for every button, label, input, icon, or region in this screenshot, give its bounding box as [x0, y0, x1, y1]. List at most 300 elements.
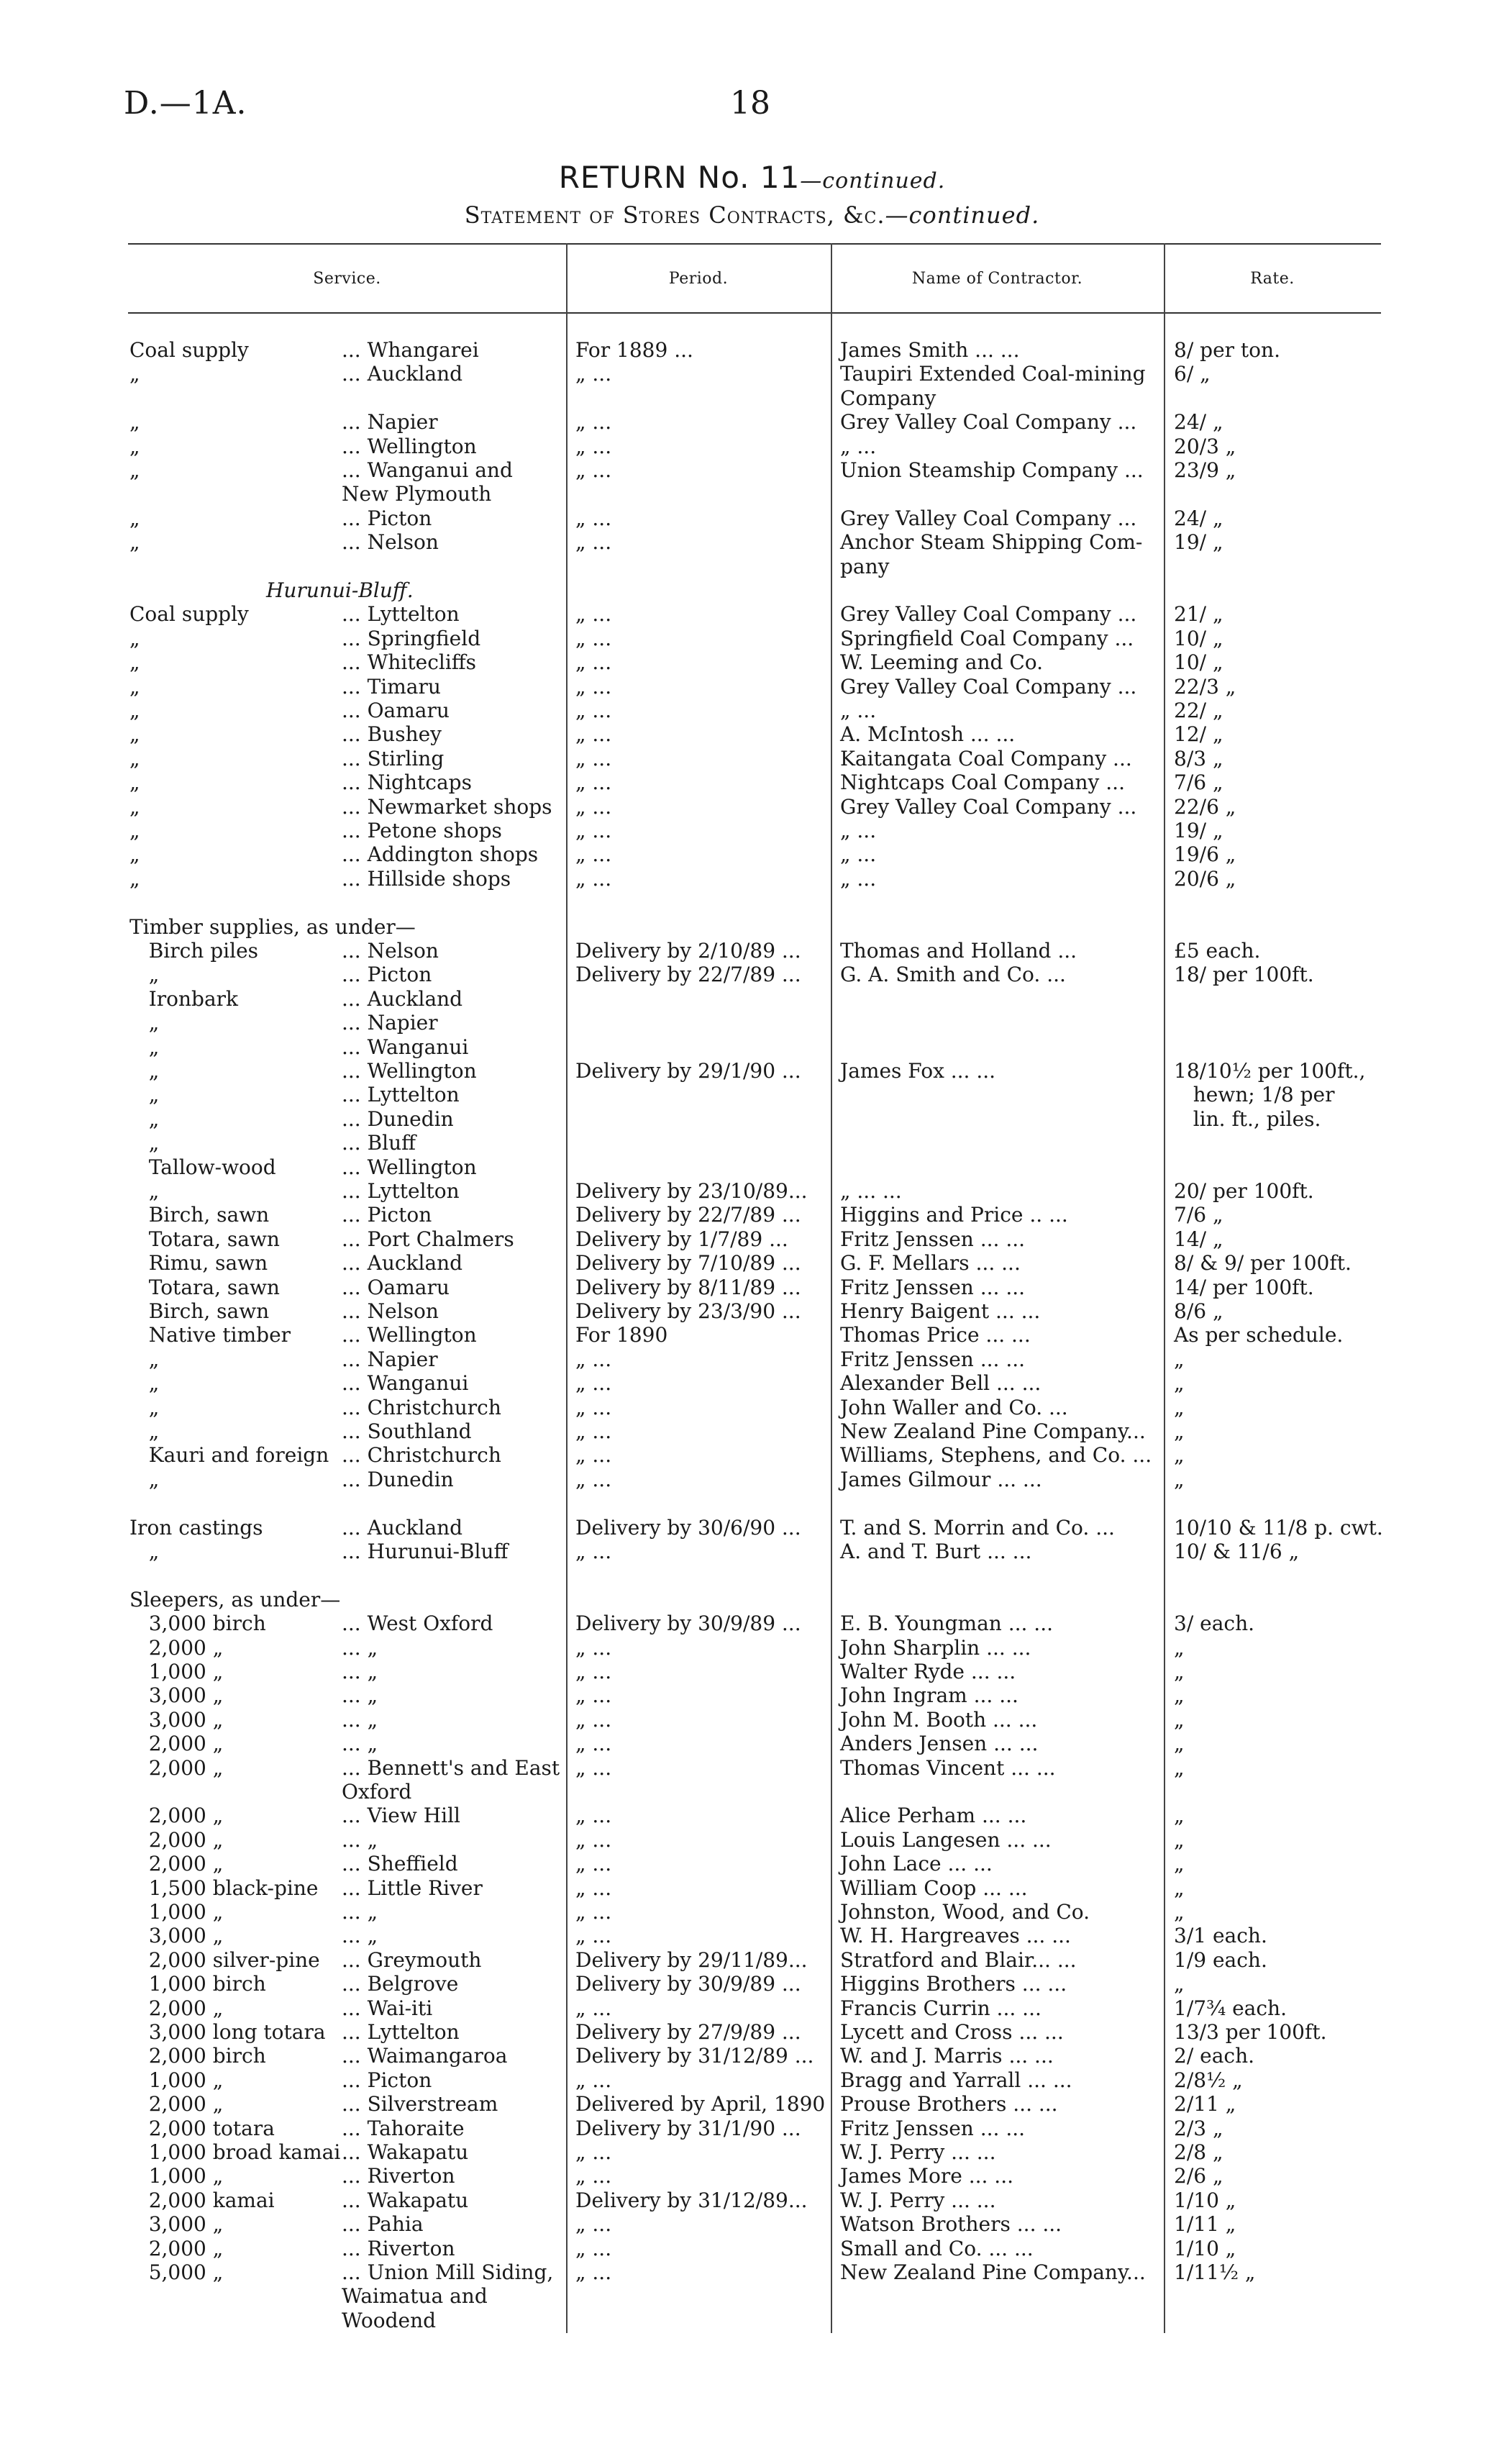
rate-cell: „: [1174, 1804, 1185, 1828]
location-cell: ... Petone shops: [342, 819, 502, 842]
rate-cell: 10/ „: [1174, 650, 1223, 675]
rate-cell: 14/ per 100ft.: [1174, 1275, 1314, 1299]
period-cell: Delivery by 31/12/89...: [575, 2188, 808, 2212]
location-cell: ... Sheffield: [342, 1852, 458, 1876]
service-cell: „: [129, 1106, 160, 1131]
location-cell: ... Napier: [342, 410, 438, 435]
rate-cell: „: [1174, 1707, 1185, 1732]
period-cell: „ ...: [575, 1395, 612, 1419]
rate-cell: 24/ „: [1174, 506, 1223, 530]
service-cell: 2,000 „: [129, 2092, 224, 2117]
rate-cell: hewn; 1/8 per: [1174, 1083, 1335, 1107]
service-cell: „: [129, 674, 140, 699]
period-cell: „ ...: [575, 2260, 612, 2284]
rate-cell: „: [1174, 1755, 1185, 1780]
location-cell: ... Wellington: [342, 1323, 477, 1347]
column-header-rate: Rate.: [1250, 270, 1295, 288]
location-cell: ... Southland: [342, 1419, 472, 1443]
period-cell: „ ...: [575, 819, 612, 842]
service-cell: 1,000 „: [129, 2068, 224, 2092]
rate-cell: 18/ per 100ft.: [1174, 963, 1314, 987]
period-cell: „ ...: [575, 866, 612, 891]
service-cell: 2,000 „: [129, 1852, 224, 1876]
location-cell: ... Pahia: [342, 2212, 424, 2237]
location-cell: ... Wanganui: [342, 1371, 469, 1396]
service-cell: 2,000 birch: [129, 2044, 266, 2068]
contractor-cell: Springfield Coal Company ...: [840, 626, 1134, 650]
contractor-cell: James More ... ...: [840, 2164, 1013, 2188]
location-cell: ... Wellington: [342, 434, 477, 458]
period-cell: „ ...: [575, 1876, 612, 1900]
period-cell: „ ...: [575, 1347, 612, 1371]
location-cell: ... „: [342, 1683, 378, 1708]
service-cell: „: [129, 362, 140, 386]
rate-cell: 22/3 „: [1174, 674, 1236, 699]
location-cell: ... Stirling: [342, 746, 445, 770]
period-cell: Delivered by April, 1890: [575, 2092, 826, 2117]
period-cell: „ ...: [575, 2236, 612, 2260]
period-cell: „ ...: [575, 1996, 612, 2020]
service-cell: „: [129, 650, 140, 675]
period-cell: „ ...: [575, 746, 612, 770]
service-cell: 2,000 „: [129, 1804, 224, 1828]
location-cell: ... Auckland: [342, 986, 463, 1011]
contractor-cell: A. and T. Burt ... ...: [840, 1540, 1032, 1563]
period-cell: „ ...: [575, 506, 612, 530]
rate-cell: „: [1174, 1827, 1185, 1852]
rate-cell: 8/6 „: [1174, 1299, 1223, 1323]
location-cell: ... West Oxford: [342, 1611, 493, 1636]
location-cell: ... Napier: [342, 1011, 438, 1035]
period-cell: „ ...: [575, 1804, 612, 1828]
column-header-service: Service.: [313, 270, 381, 288]
location-cell: ... Hurunui-Bluff: [342, 1540, 509, 1563]
period-cell: „ ...: [575, 1635, 612, 1660]
contractor-cell: Anders Jensen ... ...: [840, 1732, 1039, 1756]
rate-cell: „: [1174, 1371, 1185, 1396]
period-cell: Delivery by 29/1/90 ...: [575, 1059, 801, 1083]
service-cell: „: [129, 842, 140, 867]
period-cell: „ ...: [575, 458, 612, 482]
period-cell: „ ...: [575, 626, 612, 650]
service-cell: Iron castings: [129, 1515, 263, 1540]
service-cell: „: [129, 699, 140, 722]
rate-cell: 2/8½ „: [1174, 2068, 1243, 2092]
rate-cell: 2/6 „: [1174, 2164, 1223, 2188]
period-cell: „ ...: [575, 2068, 612, 2092]
location-cell: ... Nelson: [342, 1299, 439, 1323]
location-cell: ... Wellington: [342, 1059, 477, 1083]
service-cell: „: [129, 1179, 160, 1203]
rate-cell: „: [1174, 1852, 1185, 1876]
rate-cell: 18/10½ per 100ft.,: [1174, 1059, 1366, 1083]
service-cell: „: [129, 1347, 160, 1371]
rate-cell: 6/ „: [1174, 362, 1211, 386]
location-cell: ... Wellington: [342, 1155, 477, 1179]
contractor-cell: W. and J. Marris ... ...: [840, 2044, 1054, 2068]
period-cell: „ ...: [575, 1660, 612, 1683]
rate-cell: lin. ft., piles.: [1174, 1106, 1321, 1131]
service-cell: „: [129, 434, 140, 458]
column-header-contractor: Name of Contractor.: [911, 270, 1083, 288]
location-cell: New Plymouth: [342, 482, 492, 506]
contractor-cell: John M. Booth ... ...: [840, 1707, 1038, 1732]
period-cell: For 1890: [575, 1323, 668, 1347]
rate-cell: „: [1174, 1467, 1185, 1491]
contractor-cell: „ ...: [840, 842, 877, 867]
period-cell: „ ...: [575, 362, 612, 386]
location-cell: ... „: [342, 1732, 378, 1756]
location-cell: ... Dunedin: [342, 1467, 454, 1491]
period-cell: „ ...: [575, 1540, 612, 1563]
rate-cell: 1/11 „: [1174, 2212, 1236, 2237]
location-cell: Waimatua and: [342, 2284, 488, 2309]
location-cell: ... Greymouth: [342, 1947, 482, 1972]
location-cell: ... „: [342, 1707, 378, 1732]
location-cell: ... Bennett's and East: [342, 1755, 560, 1780]
location-cell: ... Lyttelton: [342, 602, 460, 627]
location-cell: ... Whangarei: [342, 338, 479, 362]
contractor-cell: Johnston, Wood, and Co.: [840, 1900, 1090, 1924]
service-cell: „: [129, 1035, 160, 1059]
contractor-cell: Grey Valley Coal Company ...: [840, 602, 1137, 627]
period-cell: Delivery by 31/1/90 ...: [575, 2116, 801, 2140]
service-cell: „: [129, 1395, 160, 1419]
period-cell: „ ...: [575, 2140, 612, 2164]
period-cell: Delivery by 30/6/90 ...: [575, 1515, 801, 1540]
location-cell: ... Napier: [342, 1347, 438, 1371]
contractor-cell: G. A. Smith and Co. ...: [840, 963, 1066, 987]
rate-cell: „: [1174, 1635, 1185, 1660]
service-cell: 2,000 „: [129, 2236, 224, 2260]
rate-cell: 1/9 each.: [1174, 1947, 1267, 1972]
contractor-cell: Small and Co. ... ...: [840, 2236, 1034, 2260]
contractor-cell: Grey Valley Coal Company ...: [840, 794, 1137, 819]
contractor-cell: W. J. Perry ... ...: [840, 2140, 996, 2164]
rate-cell: As per schedule.: [1174, 1323, 1344, 1347]
service-cell: 2,000 totara: [129, 2116, 275, 2140]
location-cell: ... Dunedin: [342, 1106, 454, 1131]
contractor-cell: „ ... ...: [840, 1179, 902, 1203]
rate-cell: 10/ „: [1174, 626, 1223, 650]
location-cell: ... Wakapatu: [342, 2140, 469, 2164]
service-cell: Birch, sawn: [129, 1299, 270, 1323]
contractor-cell: Alexander Bell ... ...: [840, 1371, 1042, 1396]
period-cell: Delivery by 22/7/89 ...: [575, 1203, 801, 1227]
location-cell: ... Waimangaroa: [342, 2044, 508, 2068]
period-cell: „ ...: [575, 794, 612, 819]
period-cell: „ ...: [575, 650, 612, 675]
contractor-cell: W. H. Hargreaves ... ...: [840, 1924, 1071, 1948]
contractor-cell: Higgins and Price .. ...: [840, 1203, 1068, 1227]
contractor-cell: Higgins Brothers ... ...: [840, 1972, 1067, 1996]
location-cell: ... Tahoraite: [342, 2116, 465, 2140]
service-cell: „: [129, 1540, 160, 1563]
location-cell: ... „: [342, 1900, 378, 1924]
contractor-cell: pany: [840, 554, 890, 578]
contractor-cell: John Ingram ... ...: [840, 1683, 1018, 1708]
period-cell: Delivery by 27/9/89 ...: [575, 2020, 801, 2044]
contractor-cell: „ ...: [840, 434, 877, 458]
rate-cell: „: [1174, 1972, 1185, 1996]
location-cell: ... Timaru: [342, 674, 441, 699]
location-cell: ... „: [342, 1660, 378, 1683]
contractor-cell: Lycett and Cross ... ...: [840, 2020, 1064, 2044]
rate-cell: 24/ „: [1174, 410, 1223, 435]
column-header-period: Period.: [668, 270, 729, 288]
contractor-cell: Taupiri Extended Coal-mining: [840, 362, 1146, 386]
period-cell: „ ...: [575, 2164, 612, 2188]
rate-cell: „: [1174, 1419, 1185, 1443]
service-cell: 2,000 „: [129, 1732, 224, 1756]
location-cell: ... „: [342, 1635, 378, 1660]
contractor-cell: Thomas Price ... ...: [840, 1323, 1031, 1347]
rate-cell: 10/10 & 11/8 p. cwt.: [1174, 1515, 1383, 1540]
rate-cell: 12/ „: [1174, 722, 1223, 747]
location-cell: ... Christchurch: [342, 1395, 501, 1419]
period-cell: „ ...: [575, 770, 612, 795]
rate-cell: 1/10 „: [1174, 2188, 1236, 2212]
service-cell: 3,000 „: [129, 1683, 224, 1708]
service-cell: Tallow-wood: [129, 1155, 276, 1179]
rate-cell: 8/ per ton.: [1174, 338, 1280, 362]
service-cell: „: [129, 794, 140, 819]
contractor-cell: Company: [840, 386, 936, 410]
service-cell: „: [129, 626, 140, 650]
location-cell: ... Little River: [342, 1876, 483, 1900]
service-cell: Sleepers, as under—: [129, 1587, 341, 1611]
rate-cell: „: [1174, 1395, 1185, 1419]
location-cell: ... Lyttelton: [342, 2020, 460, 2044]
service-cell: „: [129, 770, 140, 795]
service-cell: Totara, sawn: [129, 1227, 280, 1251]
service-cell: 2,000 „: [129, 1996, 224, 2020]
contractor-cell: Fritz Jenssen ... ...: [840, 2116, 1026, 2140]
rate-cell: „: [1174, 1876, 1185, 1900]
period-cell: „ ...: [575, 2212, 612, 2237]
period-cell: For 1889 ...: [575, 338, 693, 362]
location-cell: ... Wanganui: [342, 1035, 469, 1059]
service-cell: Timber supplies, as under—: [129, 914, 416, 939]
contractor-cell: John Lace ... ...: [840, 1852, 993, 1876]
location-cell: ... Oamaru: [342, 699, 450, 722]
location-cell: ... „: [342, 1827, 378, 1852]
service-cell: 2,000 „: [129, 1635, 224, 1660]
rate-cell: 1/10 „: [1174, 2236, 1236, 2260]
service-cell: Coal supply: [129, 338, 249, 362]
contractor-cell: Kaitangata Coal Company ...: [840, 746, 1132, 770]
period-cell: „ ...: [575, 1707, 612, 1732]
location-cell: ... Nelson: [342, 530, 439, 555]
location-cell: ... Hillside shops: [342, 866, 511, 891]
rate-cell: 22/ „: [1174, 699, 1223, 722]
rate-cell: 13/3 per 100ft.: [1174, 2020, 1327, 2044]
period-cell: „ ...: [575, 1683, 612, 1708]
location-cell: ... Bushey: [342, 722, 442, 747]
contractor-cell: T. and S. Morrin and Co. ...: [840, 1515, 1115, 1540]
location-cell: ... Auckland: [342, 1515, 463, 1540]
period-cell: „ ...: [575, 530, 612, 555]
location-cell: ... Oamaru: [342, 1275, 450, 1299]
rate-cell: 20/3 „: [1174, 434, 1236, 458]
return-title-continued: —continued.: [800, 168, 946, 194]
rate-cell: 2/3 „: [1174, 2116, 1223, 2140]
period-cell: Delivery by 23/3/90 ...: [575, 1299, 801, 1323]
location-cell: ... Riverton: [342, 2236, 455, 2260]
contractor-cell: Thomas and Holland ...: [840, 939, 1077, 963]
period-cell: „ ...: [575, 1467, 612, 1491]
service-cell: Birch, sawn: [129, 1203, 270, 1227]
service-cell: 2,000 silver-pine: [129, 1947, 320, 1972]
service-cell: 2,000 „: [129, 1755, 224, 1780]
contractor-cell: John Sharplin ... ...: [840, 1635, 1031, 1660]
document-reference: D.—1A.: [124, 85, 247, 122]
period-cell: Delivery by 22/7/89 ...: [575, 963, 801, 987]
location-cell: ... Riverton: [342, 2164, 455, 2188]
service-cell: „: [129, 1083, 160, 1107]
rate-cell: £5 each.: [1174, 939, 1261, 963]
rate-cell: 23/9 „: [1174, 458, 1236, 482]
rate-cell: 10/ & 11/6 „: [1174, 1540, 1300, 1563]
rate-cell: 3/1 each.: [1174, 1924, 1267, 1948]
location-cell: ... Silverstream: [342, 2092, 498, 2117]
service-cell: Rimu, sawn: [129, 1251, 268, 1276]
contractor-cell: Grey Valley Coal Company ...: [840, 506, 1137, 530]
rate-cell: 2/8 „: [1174, 2140, 1223, 2164]
service-cell: Ironbark: [129, 986, 239, 1011]
period-cell: „ ...: [575, 434, 612, 458]
contractor-cell: John Waller and Co. ...: [840, 1395, 1068, 1419]
period-cell: Delivery by 7/10/89 ...: [575, 1251, 801, 1276]
location-cell: ... Springfield: [342, 626, 481, 650]
period-cell: Delivery by 30/9/89 ...: [575, 1611, 801, 1636]
location-cell: ... Picton: [342, 963, 432, 987]
location-cell: ... Bluff: [342, 1131, 416, 1155]
rate-cell: 21/ „: [1174, 602, 1223, 627]
service-cell: „: [129, 746, 140, 770]
rate-cell: „: [1174, 1347, 1185, 1371]
contractor-cell: Stratford and Blair... ...: [840, 1947, 1077, 1972]
contractor-cell: Walter Ryde ... ...: [840, 1660, 1016, 1683]
rate-cell: 14/ „: [1174, 1227, 1223, 1251]
location-cell: ... Picton: [342, 506, 432, 530]
location-cell: ... Newmarket shops: [342, 794, 552, 819]
service-cell: 5,000 „: [129, 2260, 224, 2284]
service-cell: 3,000 birch: [129, 1611, 266, 1636]
period-cell: „ ...: [575, 602, 612, 627]
contractor-cell: Fritz Jenssen ... ...: [840, 1347, 1026, 1371]
service-cell: 3,000 „: [129, 2212, 224, 2237]
location-cell: ... Wanganui and: [342, 458, 513, 482]
service-cell: 3,000 „: [129, 1707, 224, 1732]
service-cell: 1,000 broad kamai: [129, 2140, 341, 2164]
service-cell: „: [129, 506, 140, 530]
service-cell: „: [129, 1059, 160, 1083]
service-cell: 3,000 long totara: [129, 2020, 326, 2044]
period-cell: „ ...: [575, 1443, 612, 1468]
service-cell: „: [129, 1011, 160, 1035]
period-cell: „ ...: [575, 1900, 612, 1924]
service-cell: „: [129, 410, 140, 435]
location-cell: ... „: [342, 1924, 378, 1948]
location-cell: ... Union Mill Siding,: [342, 2260, 554, 2284]
location-cell: ... Wakapatu: [342, 2188, 469, 2212]
location-cell: ... View Hill: [342, 1804, 461, 1828]
contractor-cell: G. F. Mellars ... ...: [840, 1251, 1021, 1276]
location-cell: Oxford: [342, 1780, 412, 1804]
contractor-cell: William Coop ... ...: [840, 1876, 1028, 1900]
service-cell: Kauri and foreign: [129, 1443, 329, 1468]
rate-cell: 19/ „: [1174, 530, 1223, 555]
contractor-cell: Nightcaps Coal Company ...: [840, 770, 1125, 795]
rate-cell: 2/11 „: [1174, 2092, 1236, 2117]
contractor-cell: James Smith ... ...: [840, 338, 1020, 362]
contractor-cell: Alice Perham ... ...: [840, 1804, 1027, 1828]
rate-cell: „: [1174, 1732, 1185, 1756]
rate-cell: 20/ per 100ft.: [1174, 1179, 1314, 1203]
period-cell: „ ...: [575, 1371, 612, 1396]
period-cell: „ ...: [575, 722, 612, 747]
contractor-cell: Anchor Steam Shipping Com-: [840, 530, 1143, 555]
location-cell: ... Wai-iti: [342, 1996, 433, 2020]
rate-cell: 7/6 „: [1174, 770, 1223, 795]
rate-cell: „: [1174, 1443, 1185, 1468]
statement-subtitle-text: Statement of Stores Contracts, &c.: [464, 201, 885, 229]
service-cell: „: [129, 458, 140, 482]
contractor-cell: „ ...: [840, 819, 877, 842]
service-cell: „: [129, 866, 140, 891]
contractor-cell: Prouse Brothers ... ...: [840, 2092, 1058, 2117]
location-cell: ... Auckland: [342, 1251, 463, 1276]
service-cell: „: [129, 1371, 160, 1396]
location-cell: ... Nelson: [342, 939, 439, 963]
period-cell: „ ...: [575, 1419, 612, 1443]
contractor-cell: Henry Baigent ... ...: [840, 1299, 1041, 1323]
rate-cell: „: [1174, 1900, 1185, 1924]
location-cell: ... Nightcaps: [342, 770, 472, 795]
service-cell: 1,500 black-pine: [129, 1876, 319, 1900]
service-cell: Native timber: [129, 1323, 291, 1347]
rate-cell: 1/11½ „: [1174, 2260, 1256, 2284]
contractor-cell: James Gilmour ... ...: [840, 1467, 1042, 1491]
contractor-cell: Union Steamship Company ...: [840, 458, 1144, 482]
service-cell: Totara, sawn: [129, 1275, 280, 1299]
contractor-cell: Grey Valley Coal Company ...: [840, 674, 1137, 699]
rate-cell: „: [1174, 1660, 1185, 1683]
rate-cell: 3/ each.: [1174, 1611, 1255, 1636]
service-cell: Coal supply: [129, 602, 249, 627]
period-cell: Delivery by 29/11/89...: [575, 1947, 808, 1972]
rate-cell: 2/ each.: [1174, 2044, 1255, 2068]
contractor-cell: Fritz Jenssen ... ...: [840, 1227, 1026, 1251]
period-cell: „ ...: [575, 1827, 612, 1852]
location-cell: ... Picton: [342, 1203, 432, 1227]
rate-cell: 19/ „: [1174, 819, 1223, 842]
period-cell: Delivery by 30/9/89 ...: [575, 1972, 801, 1996]
service-cell: 2,000 „: [129, 1827, 224, 1852]
period-cell: Delivery by 1/7/89 ...: [575, 1227, 788, 1251]
rate-cell: 22/6 „: [1174, 794, 1236, 819]
service-cell: „: [129, 722, 140, 747]
service-cell: „: [129, 963, 160, 987]
page-number: 18: [730, 85, 770, 122]
contractor-cell: Watson Brothers ... ...: [840, 2212, 1062, 2237]
contractor-cell: Louis Langesen ... ...: [840, 1827, 1052, 1852]
contractor-cell: W. J. Perry ... ...: [840, 2188, 996, 2212]
contractor-cell: New Zealand Pine Company...: [840, 2260, 1146, 2284]
period-cell: „ ...: [575, 1852, 612, 1876]
contractor-cell: New Zealand Pine Company...: [840, 1419, 1146, 1443]
